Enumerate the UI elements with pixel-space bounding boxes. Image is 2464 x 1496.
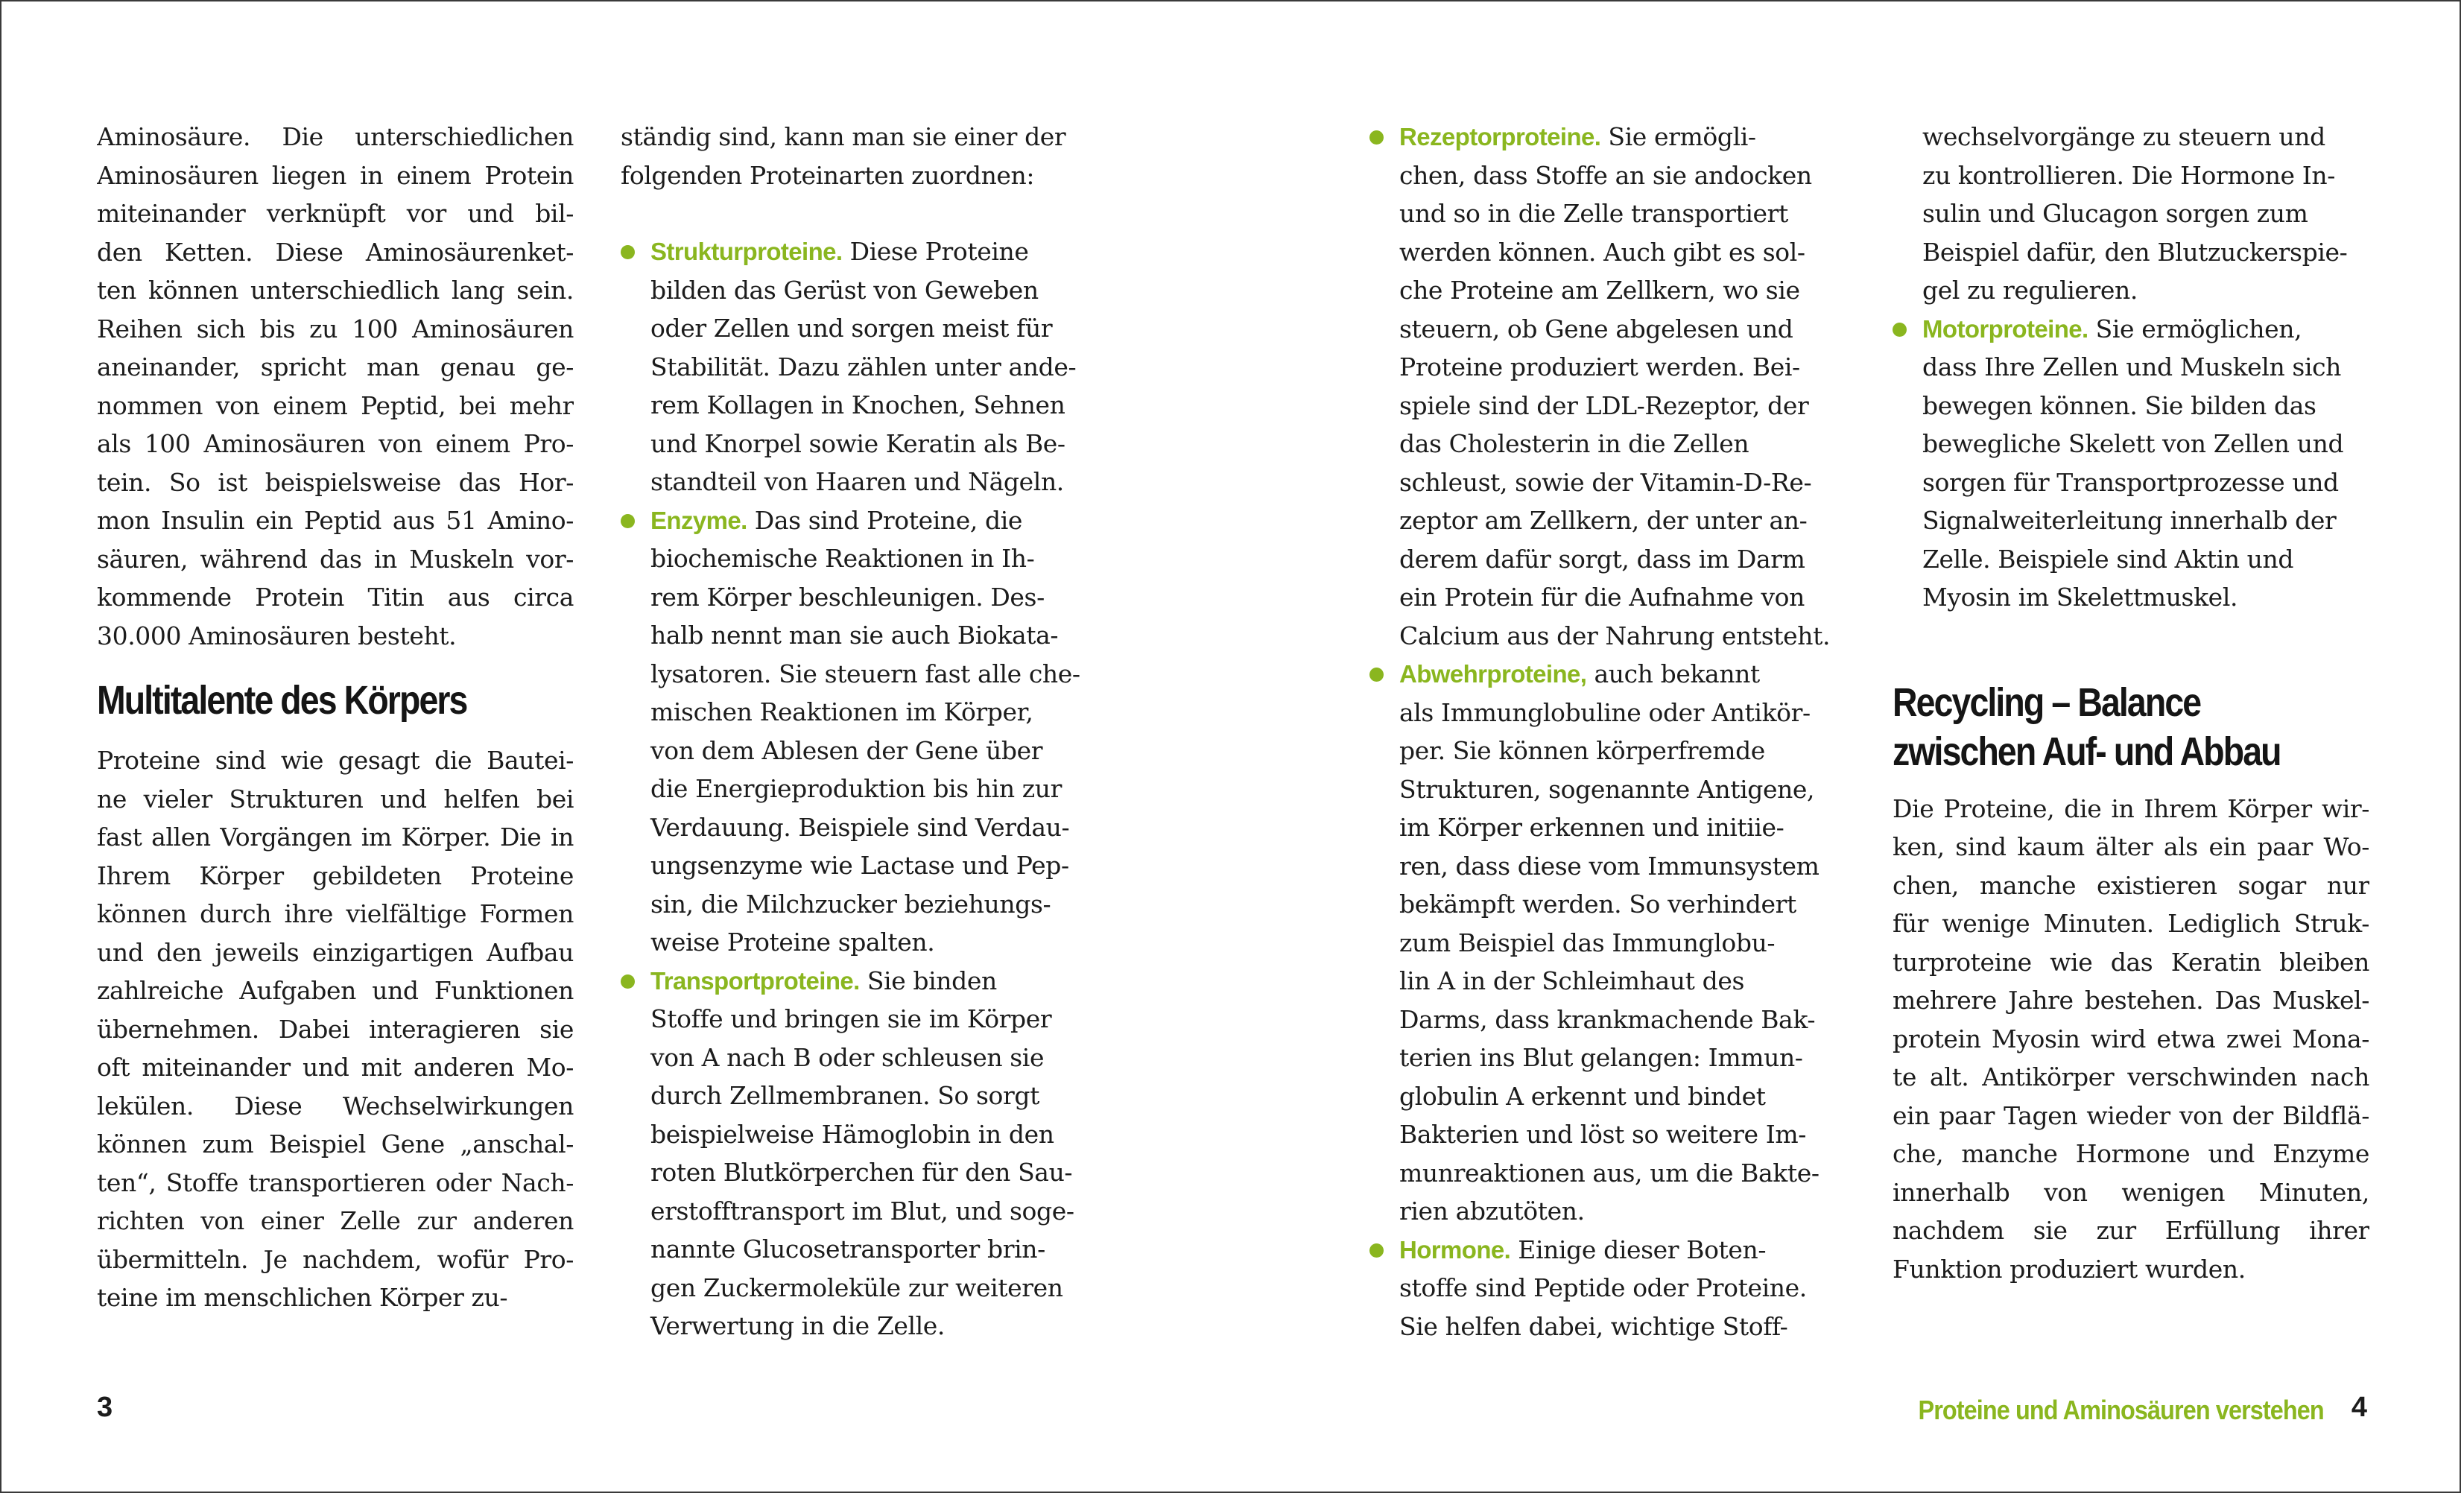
text-line: 30.000 Aminosäuren besteht. [97, 621, 457, 650]
text-line: für wenige Minuten. Lediglich Struk- [1893, 909, 2369, 938]
text-line: ungsenzyme wie Lactase und Pep- [650, 851, 1069, 880]
text-line: rem Körper beschleunigen. Des- [650, 582, 1045, 612]
text-line: durch Zellmembranen. So sorgt [650, 1081, 1039, 1110]
protein-type-term: Transportproteine. [650, 966, 860, 995]
protein-types-list-end [1893, 310, 2369, 617]
text-line: Darms, dass krankmachende Bak- [1399, 1004, 1816, 1034]
text-line: sin, die Milchzucker beziehungs- [650, 889, 1051, 919]
text-line: teine im menschlichen Körper zu- [97, 1283, 508, 1312]
bullet-dot-icon [621, 245, 635, 259]
protein-types-list-continued [1369, 118, 1854, 1346]
text-line: lin A in der Schleimhaut des [1399, 966, 1744, 995]
text-line: terien ins Blut gelangen: Immun- [1399, 1043, 1803, 1072]
list-item-text: auch bekannt [1586, 659, 1760, 688]
text-line: erstofftransport im Blut, und soge- [650, 1196, 1074, 1226]
text-line: die Energieproduktion bis hin zur [650, 774, 1062, 803]
text-line: aneinander, spricht man genau ge- [97, 352, 574, 381]
list-item-first-line [650, 962, 1105, 1001]
text-line: ein Protein für die Aufnahme von [1399, 583, 1805, 612]
page-number-right: 4 [2351, 1392, 2367, 1423]
list-item [1369, 1231, 1854, 1346]
bullet-dot-icon [621, 974, 635, 989]
text-line: richten von einer Zelle zur anderen [97, 1206, 574, 1235]
bullet-dot-icon [1369, 1243, 1384, 1258]
text-line: biochemische Reaktionen in Ih- [650, 544, 1035, 573]
right-column-1 [1369, 118, 1854, 1346]
text-line: Aminosäure. Die unterschiedlichen [97, 122, 574, 151]
list-item [1369, 655, 1854, 1231]
text-line: sorgen für Transportprozesse und [1922, 467, 2339, 497]
page-number-left: 3 [97, 1392, 113, 1423]
text-line: ken, sind kaum älter als ein paar Wo- [1893, 832, 2369, 861]
multitalente-paragraph [97, 741, 574, 1317]
text-line: stoffe sind Peptide oder Proteine. [1399, 1273, 1807, 1302]
text-line: gen Zuckermoleküle zur weiteren [650, 1272, 1063, 1302]
text-line: Sie helfen dabei, wichtige Stoff- [1399, 1311, 1788, 1341]
text-line: von A nach B oder schleusen sie [650, 1042, 1045, 1072]
list-item-first-line [1399, 655, 1854, 694]
text-line: Calcium aus der Nahrung entsteht. [1399, 621, 1831, 650]
list-item-first-line [1399, 118, 1854, 156]
text-line: oft miteinander und mit anderen Mo- [97, 1053, 574, 1082]
text-line: säuren, während das in Muskeln vor- [97, 544, 574, 574]
text-line: Verwertung in die Zelle. [650, 1311, 946, 1340]
text-line: lysatoren. Sie steuern fast alle che- [650, 659, 1080, 688]
bullet-dot-icon [1369, 130, 1384, 145]
right-column-2 [1893, 118, 2369, 1288]
left-column-1 [97, 118, 574, 1317]
text-line: nommen von einem Peptid, bei mehr [97, 390, 574, 420]
text-line: zum Beispiel das Immunglobu- [1399, 928, 1776, 957]
text-line: dass Ihre Zellen und Muskeln sich [1922, 352, 2342, 381]
bullet-dot-icon [1893, 323, 1907, 337]
text-line: Reihen sich bis zu 100 Aminosäuren [97, 314, 574, 343]
text-line: und Knorpel sowie Keratin als Be- [650, 428, 1065, 458]
text-line: Bakterien und löst so weitere Im- [1399, 1120, 1807, 1149]
text-line: munreaktionen aus, um die Bakte- [1399, 1158, 1820, 1188]
text-line: wechselvorgänge zu steuern und [1922, 122, 2325, 151]
text-line: per. Sie können körperfremde [1399, 736, 1765, 765]
text-line: ten“, Stoffe transportieren oder Nach- [97, 1167, 574, 1197]
text-line: den Ketten. Diese Aminosäurenket- [97, 237, 574, 267]
text-line: che, manche Hormone und Enzyme [1893, 1139, 2369, 1168]
text-line: rien abzutöten. [1399, 1197, 1585, 1226]
protein-type-term: Motorproteine. [1922, 314, 2088, 343]
text-line: bewegliche Skelett von Zellen und [1922, 429, 2344, 458]
text-line: von dem Ablesen der Gene über [650, 735, 1043, 765]
text-line: fast allen Vorgängen im Körper. Die in [97, 823, 574, 852]
list-item-text: Sie ermöglichen, [2088, 314, 2302, 343]
text-line: Proteine sind wie gesagt die Bautei- [97, 746, 574, 775]
text-line: zeptor am Zellkern, der unter an- [1399, 506, 1808, 535]
left-column-2 [621, 118, 1105, 1346]
text-line: ne vieler Strukturen und helfen bei [97, 784, 574, 814]
text-line: Strukturen, sogenannte Antigene, [1399, 774, 1815, 804]
text-line: ständig sind, kann man sie einer der [621, 122, 1066, 151]
text-line: derem dafür sorgt, dass im Darm [1399, 544, 1805, 574]
text-line: mon Insulin ein Peptid aus 51 Amino- [97, 506, 574, 535]
text-line: te alt. Antikörper verschwinden nach [1893, 1062, 2369, 1091]
heading-line: zwischen Auf- und Abbau [1893, 729, 2281, 774]
protein-type-term: Strukturproteine. [650, 238, 843, 265]
list-item-text: Sie ermögli- [1600, 122, 1756, 151]
section-heading-multitalente: Multitalente des Körpers [97, 678, 467, 723]
running-title: Proteine und Aminosäuren verstehen [1918, 1395, 2324, 1425]
list-item-text: Sie binden [859, 966, 997, 995]
protein-type-term: Abwehrproteine, [1399, 660, 1587, 688]
text-line: ein paar Tagen wieder von der Bildflä- [1893, 1100, 2369, 1130]
text-line: schleust, sowie der Vitamin-D-Re- [1399, 467, 1812, 497]
text-line: Myosin im Skelettmuskel. [1922, 583, 2238, 612]
list-item-text: Einige dieser Boten- [1510, 1234, 1767, 1264]
text-line: Stoffe und bringen sie im Körper [650, 1004, 1052, 1033]
list-item [621, 501, 1105, 962]
text-line: standteil von Haaren und Nägeln. [650, 467, 1064, 496]
text-line: chen, manche existieren sogar nur [1893, 870, 2369, 900]
text-line: nachdem sie zur Erfüllung ihrer [1893, 1216, 2369, 1245]
text-line: Zelle. Beispiele sind Aktin und [1922, 544, 2294, 574]
text-line: bewegen können. Sie bilden das [1922, 390, 2316, 420]
heading-line: Recycling – Balance [1893, 679, 2201, 725]
list-item [621, 962, 1105, 1346]
intro-continuation [621, 118, 1105, 194]
text-line: und den jeweils einzigartigen Aufbau [97, 937, 574, 967]
text-line: bilden das Gerüst von Geweben [650, 275, 1039, 305]
hormone-continuation [1893, 118, 2369, 310]
list-item-first-line [650, 501, 1105, 540]
text-line: protein Myosin wird etwa zwei Mona- [1893, 1024, 2369, 1053]
text-line: Signalweiterleitung innerhalb der [1922, 506, 2337, 535]
text-line: Beispiel dafür, den Blutzuckerspie- [1922, 237, 2348, 267]
text-line: steuern, ob Gene abgelesen und [1399, 314, 1793, 343]
text-line: ren, dass diese vom Immunsystem [1399, 851, 1820, 881]
text-line: zu kontrollieren. Die Hormone In- [1922, 160, 2336, 190]
text-line: folgenden Proteinarten zuordnen: [621, 160, 1035, 190]
protein-type-term: Hormone. [1399, 1235, 1511, 1264]
text-line: roten Blutkörperchen für den Sau- [650, 1158, 1073, 1187]
text-line: che Proteine am Zellkern, wo sie [1399, 276, 1800, 305]
text-line: Aminosäuren liegen in einem Protein [97, 160, 574, 190]
text-line: beispielweise Hämoglobin in den [650, 1119, 1054, 1149]
text-line: übermitteln. Je nachdem, wofür Pro- [97, 1244, 574, 1274]
protein-types-list [621, 232, 1105, 1346]
text-line: Stabilität. Dazu zählen unter ande- [650, 352, 1077, 381]
text-line: übernehmen. Dabei interagieren sie [97, 1014, 574, 1044]
list-item-first-line [650, 232, 1105, 271]
list-item-text: Das sind Proteine, die [747, 505, 1023, 535]
text-line: Proteine produziert werden. Bei- [1399, 352, 1800, 381]
text-line: kommende Protein Titin aus circa [97, 583, 574, 612]
intro-paragraph [97, 118, 574, 655]
text-line: als Immunglobuline oder Antikör- [1399, 697, 1811, 727]
text-line: miteinander verknüpft vor und bil- [97, 199, 574, 228]
text-line: Die Proteine, die in Ihrem Körper wir- [1893, 793, 2369, 823]
text-line: Funktion produziert wurden. [1893, 1254, 2246, 1284]
text-line: sulin und Glucagon sorgen zum [1922, 199, 2308, 228]
text-line: gel zu regulieren. [1922, 276, 2138, 305]
section-heading-recycling [1893, 678, 2302, 776]
list-item-text: Diese Proteine [842, 237, 1029, 266]
text-line: können zum Beispiel Gene „anschal- [97, 1129, 574, 1159]
text-line: als 100 Aminosäuren von einem Pro- [97, 429, 574, 458]
text-line: oder Zellen und sorgen meist für [650, 314, 1053, 343]
text-line: im Körper erkennen und initiie- [1399, 813, 1784, 842]
text-line: lekülen. Diese Wechselwirkungen [97, 1091, 574, 1121]
text-line: und so in die Zelle transportiert [1399, 199, 1788, 228]
text-line: mischen Reaktionen im Körper, [650, 697, 1033, 726]
protein-type-term: Enzyme. [650, 506, 747, 534]
list-item [1893, 310, 2369, 617]
text-line: ten können unterschiedlich lang sein. [97, 276, 574, 305]
text-line: weise Proteine spalten. [650, 928, 935, 957]
text-line: turproteine wie das Keratin bleiben [1893, 947, 2369, 977]
text-line: können durch ihre vielfältige Formen [97, 899, 574, 928]
text-line: globulin A erkennt und bindet [1399, 1081, 1766, 1111]
text-line: Ihrem Körper gebildeten Proteine [97, 860, 574, 890]
text-line: zahlreiche Aufgaben und Funktionen [97, 976, 574, 1005]
text-line: innerhalb von wenigen Minuten, [1893, 1177, 2369, 1207]
list-item [621, 232, 1105, 501]
list-item-first-line [1922, 310, 2369, 349]
text-line: bekämpft werden. So verhindert [1399, 890, 1796, 919]
text-line: Verdauung. Beispiele sind Verdau- [650, 812, 1070, 842]
text-line: mehrere Jahre bestehen. Das Muskel- [1893, 986, 2369, 1015]
recycling-paragraph [1893, 790, 2369, 1289]
text-line: nannte Glucosetransporter brin- [650, 1234, 1045, 1264]
bullet-dot-icon [621, 514, 635, 528]
text-line: werden können. Auch gibt es sol- [1399, 237, 1805, 267]
text-line: chen, dass Stoffe an sie andocken [1399, 160, 1812, 190]
text-line: tein. So ist beispielsweise das Hor- [97, 467, 574, 497]
text-line: spiele sind der LDL-Rezeptor, der [1399, 390, 1809, 420]
protein-type-term: Rezeptorproteine. [1399, 123, 1601, 150]
text-line: rem Kollagen in Knochen, Sehnen [650, 390, 1065, 419]
bullet-dot-icon [1369, 668, 1384, 682]
text-line: das Cholesterin in die Zellen [1399, 429, 1749, 458]
list-item [1369, 118, 1854, 655]
list-item-first-line [1399, 1231, 1854, 1270]
text-line: halb nennt man sie auch Biokata- [650, 621, 1059, 650]
